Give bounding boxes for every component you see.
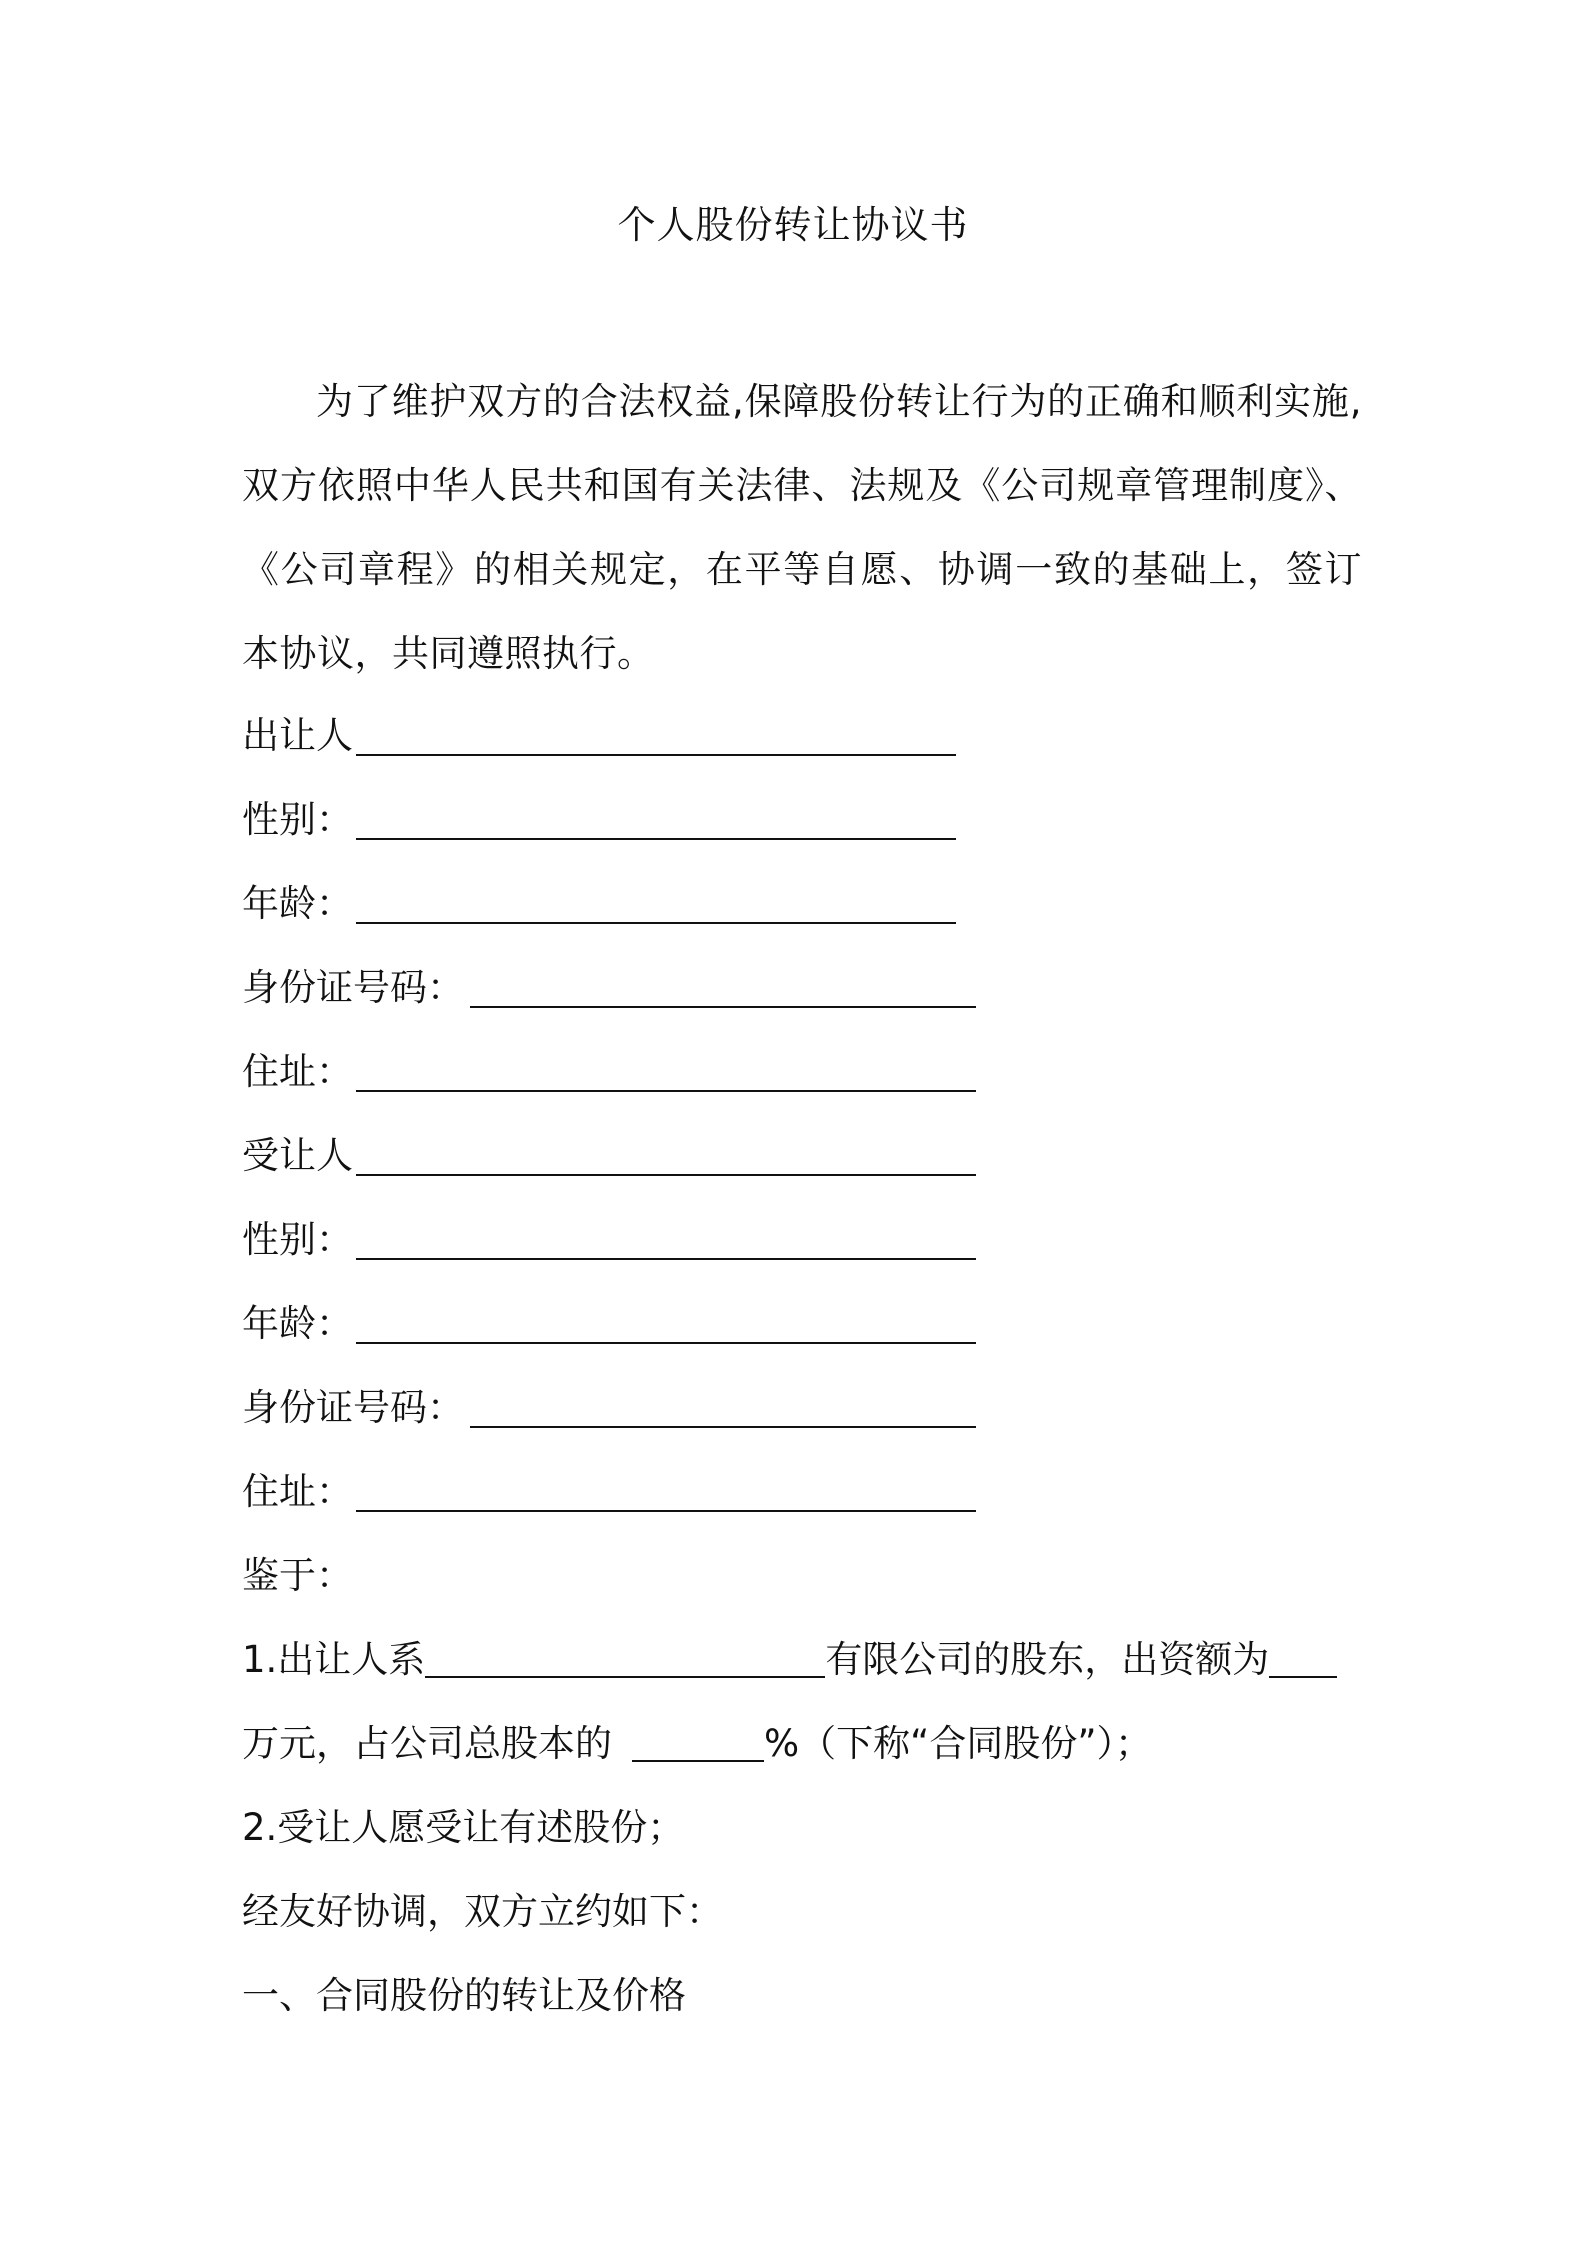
transferor-id-blank xyxy=(470,1006,976,1008)
company-name-blank xyxy=(425,1632,825,1678)
clause1-part2: 有限公司的股东，出资额为 xyxy=(825,1638,1270,1681)
transferor-name-blank xyxy=(356,754,956,756)
transferor-age-label: 年龄： xyxy=(242,882,353,925)
clause2: 2.受让人愿受让有述股份； xyxy=(242,1806,685,1849)
transferee-age-blank xyxy=(356,1342,976,1344)
transferee-age-label: 年龄： xyxy=(242,1302,353,1345)
whereas-heading: 鉴于： xyxy=(242,1554,353,1597)
transferor-gender-blank xyxy=(356,838,956,840)
transferee-id-label: 身份证号码： xyxy=(242,1386,464,1429)
transferor-id-label: 身份证号码： xyxy=(242,966,464,1009)
transferee-gender-label: 性别： xyxy=(242,1218,353,1261)
transferee-gender-blank xyxy=(356,1258,976,1260)
transferee-address-blank xyxy=(356,1510,976,1512)
document-title: 个人股份转让协议书 xyxy=(617,203,969,247)
transferee-address-label: 住址： xyxy=(242,1470,353,1513)
transferor-gender-label: 性别： xyxy=(242,798,353,841)
clause1-line1 xyxy=(242,1630,1337,1690)
clause1-line2 xyxy=(242,1714,1152,1774)
share-percent-blank xyxy=(632,1716,764,1762)
transferor-address-label: 住址： xyxy=(242,1050,353,1093)
transferor-age-blank xyxy=(356,922,956,924)
clause1-part4: %（下称“合同股份”）； xyxy=(764,1722,1152,1765)
transferor-address-blank xyxy=(356,1090,976,1092)
transferee-label: 受让人 xyxy=(242,1134,353,1177)
transferor-label: 出让人 xyxy=(242,714,353,757)
intro-paragraph: 为了维护双方的合法权益,保障股份转让行为的正确和顺利实施,双方依照中华人民共和国有关法律、法规及《公司规章管理制度》、《公司章程》的相关规定，在平等自愿、协调一致的基础上，签订本协议，共同遵照执行。 xyxy=(242,380,1362,675)
transferee-id-blank xyxy=(470,1426,976,1428)
section1-heading: 一、合同股份的转让及价格 xyxy=(242,1974,686,2017)
agreement-intro: 经友好协调，双方立约如下： xyxy=(242,1890,723,1933)
clause1-part3: 万元，占公司总股本的 xyxy=(242,1722,612,1765)
capital-amount-blank xyxy=(1269,1632,1337,1678)
transferee-name-blank xyxy=(356,1174,976,1176)
clause1-part1: 1.出让人系 xyxy=(242,1638,426,1681)
